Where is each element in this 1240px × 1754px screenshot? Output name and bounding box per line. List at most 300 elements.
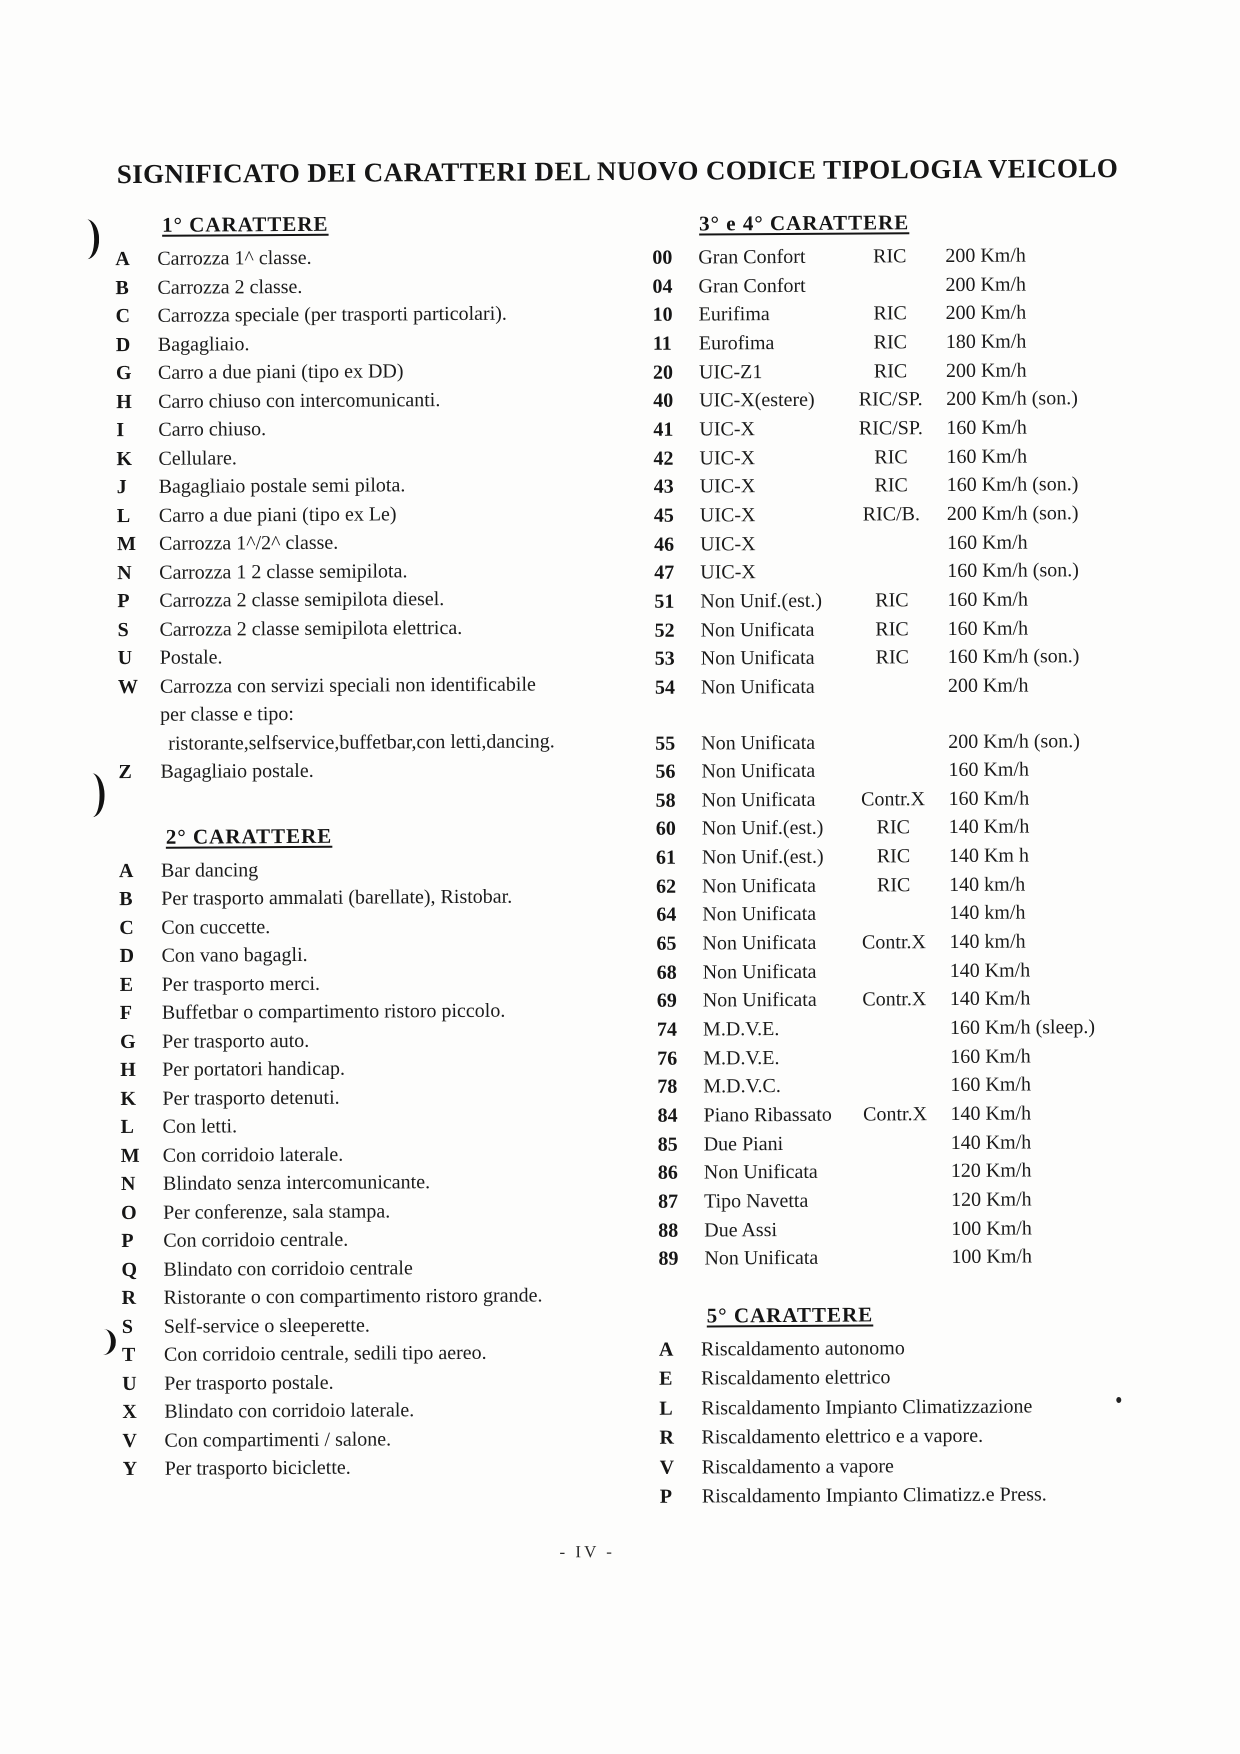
row-regime: RIC xyxy=(875,617,909,640)
table-row xyxy=(654,556,1174,588)
scan-artifact-dot xyxy=(1116,1397,1121,1403)
table-row xyxy=(657,984,1177,1016)
row-regime: Contr.X xyxy=(861,931,926,954)
character-item xyxy=(119,882,597,913)
row-name: Piano Ribassato xyxy=(703,1103,832,1127)
character-code: A xyxy=(118,859,134,882)
character-item xyxy=(119,854,597,885)
character-item xyxy=(659,1391,1179,1424)
row-name: UIC-X xyxy=(699,475,756,498)
character-code: A xyxy=(115,247,130,271)
character-description-text: Blindato con corridoio laterale. xyxy=(164,1399,415,1423)
row-regime xyxy=(848,1215,943,1244)
character-description-text: Postale. xyxy=(159,646,223,669)
character-description-text: Riscaldamento Impianto Climatizz.e Press. xyxy=(701,1483,1047,1508)
character-code: L xyxy=(116,504,131,527)
table-row xyxy=(652,241,1172,273)
character-item xyxy=(116,328,594,359)
scan-artifact-mark xyxy=(102,1329,117,1355)
character-code: J xyxy=(116,476,127,499)
row-regime xyxy=(848,1186,943,1215)
character-item xyxy=(116,385,594,416)
character-item xyxy=(116,299,594,330)
character-description xyxy=(164,1395,600,1426)
wrapped-line: per classe e tipo: xyxy=(160,702,294,726)
row-name: Tipo Navetta xyxy=(703,1189,809,1213)
row-speed: 100 Km/h xyxy=(951,1245,1033,1269)
character-description-text: Carro a due piani (tipo ex DD) xyxy=(157,360,404,384)
scan-artifact-mark xyxy=(90,773,104,817)
character-description-text: Blindato con corridoio centrale xyxy=(163,1256,413,1281)
wrapped-line: ristorante,selfservice,buffetbar,con letti,dancing. xyxy=(168,729,555,755)
row-regime xyxy=(845,756,940,785)
table-row xyxy=(655,755,1175,787)
row-code: 62 xyxy=(656,875,677,898)
character-description xyxy=(157,242,593,273)
table-row xyxy=(657,955,1177,987)
character-code: G xyxy=(115,361,132,385)
character-item xyxy=(119,911,597,942)
character-item xyxy=(115,271,593,302)
row-regime: RIC/SP. xyxy=(858,417,923,440)
character-code: N xyxy=(120,1172,136,1196)
row-speed: 160 Km/h (son.) xyxy=(946,473,1079,497)
row-regime xyxy=(848,1157,943,1186)
character-description-text: Riscaldamento elettrico e a vapore. xyxy=(701,1424,984,1449)
row-speed: 200 Km/h xyxy=(945,244,1026,268)
row-name: UIC-Z1 xyxy=(698,360,763,384)
table-row xyxy=(657,1099,1177,1131)
left-column xyxy=(115,210,601,1483)
row-name: Non Unif.(est.) xyxy=(700,589,823,613)
row-code: 10 xyxy=(652,303,673,327)
row-name: Non Unificata xyxy=(701,759,816,783)
character-item xyxy=(123,1452,601,1483)
character-description xyxy=(161,854,597,885)
character-description-text: Con cuccette. xyxy=(161,915,271,939)
character-description xyxy=(157,271,593,302)
character-description xyxy=(701,1391,1179,1423)
character-item xyxy=(118,755,596,786)
character-item xyxy=(122,1395,600,1426)
character-description-text: Carro chiuso con intercomunicanti. xyxy=(158,388,441,413)
row-regime xyxy=(847,1071,942,1100)
character-code: U xyxy=(117,646,133,670)
character-description-text: Per trasporto detenuti. xyxy=(162,1086,340,1110)
table-row xyxy=(657,1041,1177,1073)
character-description-text: Blindato senza intercomunicante. xyxy=(162,1171,431,1195)
character-code: O xyxy=(121,1201,137,1224)
row-speed: 120 Km/h xyxy=(950,1159,1032,1183)
character-description-text: Buffetbar o compartimento ristoro piccolo. xyxy=(161,999,506,1024)
row-code: 68 xyxy=(656,961,677,984)
character-item xyxy=(116,413,594,444)
character-description xyxy=(162,1025,598,1056)
character-code: Y xyxy=(122,1457,138,1481)
row-name: M.D.V.E. xyxy=(703,1046,780,1070)
table-row xyxy=(658,1156,1178,1188)
row-name: UIC-X xyxy=(699,504,756,527)
row-code: 55 xyxy=(655,732,676,755)
row-name: M.D.V.E. xyxy=(702,1018,780,1041)
row-regime xyxy=(847,957,942,986)
character-description xyxy=(164,1281,600,1312)
row-code: 69 xyxy=(656,990,677,1013)
table-row xyxy=(654,613,1174,645)
character-description xyxy=(164,1424,600,1455)
row-name: Non Unificata xyxy=(702,960,817,984)
row-name: Non Unif.(est.) xyxy=(701,817,824,840)
row-speed: 140 Km/h xyxy=(949,959,1031,982)
row-code: 51 xyxy=(654,590,675,613)
character-description-text: Carro chiuso. xyxy=(158,418,267,441)
row-speed: 160 Km/h xyxy=(947,617,1029,640)
character-description xyxy=(164,1310,600,1341)
row-speed: 160 Km/h (son.) xyxy=(947,559,1079,583)
row-code: 42 xyxy=(653,447,674,470)
character-code: U xyxy=(122,1372,137,1395)
row-code: 40 xyxy=(653,389,674,413)
table-row xyxy=(655,642,1175,674)
row-code: 45 xyxy=(653,504,674,527)
character-item xyxy=(122,1338,600,1369)
row-code: 87 xyxy=(657,1190,679,1213)
character-description-text: Per trasporto biciclette. xyxy=(164,1456,351,1480)
row-regime: Contr.X xyxy=(861,787,926,811)
scan-artifact-mark xyxy=(85,219,99,259)
row-code: 60 xyxy=(655,818,676,841)
row-name: UIC-X(estere) xyxy=(699,389,815,412)
section-heading-3-4: 3° e 4° CARATTERE xyxy=(699,210,910,236)
table-row xyxy=(654,584,1174,616)
character-code: E xyxy=(119,973,134,996)
row-speed: 140 km/h xyxy=(949,930,1026,954)
row-speed: 180 Km/h xyxy=(945,330,1027,353)
page-number: - IV - xyxy=(559,1542,615,1562)
row-regime: RIC xyxy=(873,331,908,354)
character-code: B xyxy=(115,276,129,299)
row-code: 46 xyxy=(653,533,675,556)
character-item xyxy=(119,939,597,970)
row-name: Non Unificata xyxy=(702,931,817,955)
row-name: Non Unificata xyxy=(703,1161,818,1184)
row-regime xyxy=(845,728,940,757)
row-name: Eurifima xyxy=(698,303,770,326)
character-item xyxy=(120,968,598,999)
character-description xyxy=(701,1362,1179,1394)
table-row xyxy=(657,1013,1177,1045)
row-name: M.D.V.C. xyxy=(703,1075,781,1098)
character-description xyxy=(163,1253,599,1284)
character-code: V xyxy=(659,1456,675,1479)
character-description xyxy=(163,1110,599,1141)
table-row xyxy=(657,1070,1177,1102)
row-code: 43 xyxy=(653,475,674,499)
character-code: V xyxy=(122,1429,138,1452)
row-name: Non Unificata xyxy=(704,1247,819,1270)
character-description xyxy=(158,356,594,387)
table-row xyxy=(655,670,1175,702)
table-row xyxy=(658,1127,1178,1159)
row-name: Due Assi xyxy=(704,1218,778,1242)
character-description xyxy=(162,996,598,1027)
character-item xyxy=(116,356,594,387)
character-item xyxy=(659,1362,1179,1395)
character-code: H xyxy=(120,1058,136,1082)
row-name: Eurofima xyxy=(698,332,775,355)
character-description-text: Riscaldamento elettrico xyxy=(701,1366,891,1390)
character-code: Z xyxy=(118,760,132,784)
character-code: P xyxy=(659,1485,673,1508)
table-row xyxy=(653,327,1173,359)
character-code: X xyxy=(122,1400,137,1424)
row-regime xyxy=(845,672,940,701)
row-name: UIC-X xyxy=(699,532,756,556)
table-row xyxy=(656,869,1176,901)
character-description xyxy=(159,584,595,615)
character-item xyxy=(116,442,594,473)
character-code: E xyxy=(659,1368,673,1391)
table-row xyxy=(656,812,1176,844)
row-regime: RIC xyxy=(873,245,907,268)
character-code: S xyxy=(121,1315,134,1338)
character-description xyxy=(164,1367,600,1398)
row-speed: 160 Km/h xyxy=(948,787,1030,810)
row-speed: 160 Km/h xyxy=(946,531,1028,554)
row-regime xyxy=(848,1129,943,1158)
character-code: G xyxy=(120,1030,136,1053)
character-item xyxy=(118,641,596,672)
character-item xyxy=(121,1167,599,1198)
character-item xyxy=(121,1196,599,1227)
row-name: Non Unificata xyxy=(702,989,817,1012)
character-item xyxy=(121,1139,599,1170)
row-regime xyxy=(847,1014,942,1043)
row-regime: RIC/B. xyxy=(862,503,921,526)
character-description-text: Self-service o sleeperette. xyxy=(163,1314,370,1338)
character-code: A xyxy=(658,1338,674,1361)
character-item xyxy=(115,242,593,273)
character-description-text: Bagagliaio postale semi pilota. xyxy=(158,474,406,498)
character-code: D xyxy=(119,944,135,968)
table-row xyxy=(654,499,1174,531)
row-regime xyxy=(842,271,937,300)
row-code: 56 xyxy=(655,760,676,783)
character-description-text: Carrozza 1 2 classe semipilota. xyxy=(159,559,408,584)
character-description xyxy=(159,527,595,558)
character-description xyxy=(163,1224,599,1255)
row-code: 84 xyxy=(657,1104,678,1127)
character-code: L xyxy=(659,1397,673,1420)
character-description-text: Per trasporto auto. xyxy=(161,1029,310,1053)
character-description-text: Carrozza con servizi speciali non identificabile xyxy=(159,673,536,698)
character-code: H xyxy=(116,390,132,413)
row-name: Non Unificata xyxy=(702,903,817,926)
table-row xyxy=(656,898,1176,930)
character-code: K xyxy=(120,1087,137,1110)
character-description xyxy=(163,1167,599,1198)
row-code: 54 xyxy=(654,676,675,699)
table-row xyxy=(654,527,1174,559)
character-code: M xyxy=(116,532,136,556)
row-speed: 200 Km/h (son.) xyxy=(948,729,1080,753)
character-list-1 xyxy=(115,242,596,786)
row-code: 76 xyxy=(657,1047,678,1070)
row-speed: 140 Km/h xyxy=(948,815,1030,839)
row-regime: RIC xyxy=(876,845,911,868)
character-item xyxy=(117,584,595,615)
row-regime: RIC xyxy=(873,359,908,383)
row-code: 20 xyxy=(652,361,674,384)
character-description-text: Riscaldamento Impianto Climatizzazione xyxy=(701,1395,1033,1420)
row-regime xyxy=(846,899,941,928)
character-description xyxy=(163,1139,599,1170)
character-code: D xyxy=(115,333,131,356)
table-row xyxy=(652,269,1172,301)
character-code: F xyxy=(119,1001,133,1025)
character-description xyxy=(162,968,598,999)
character-description-text: Con compartimenti / salone. xyxy=(164,1427,392,1452)
character-description-text: Carrozza 2 classe semipilota diesel. xyxy=(159,588,445,612)
row-speed: 160 Km/h xyxy=(946,416,1027,439)
section-heading-1: 1° CARATTERE xyxy=(162,211,329,237)
row-name: Non Unif.(est.) xyxy=(701,845,824,869)
character-description-text: Bagagliaio postale. xyxy=(160,759,314,783)
row-code: 74 xyxy=(656,1018,678,1041)
character-code: C xyxy=(119,916,134,939)
row-regime: RIC xyxy=(874,445,908,469)
row-code: 04 xyxy=(652,275,673,298)
row-code: 86 xyxy=(657,1161,678,1185)
character-code: S xyxy=(117,618,129,641)
table-row xyxy=(653,355,1173,387)
row-speed: 100 Km/h xyxy=(951,1217,1032,1240)
character-item xyxy=(121,1253,599,1284)
character-description xyxy=(160,641,596,672)
row-speed: 160 Km/h xyxy=(950,1073,1031,1097)
character-description xyxy=(162,1053,598,1084)
row-speed: 140 Km/h xyxy=(950,1102,1032,1126)
character-item xyxy=(659,1421,1179,1454)
row-regime: RIC/SP. xyxy=(858,388,923,411)
character-code: Q xyxy=(121,1258,138,1281)
character-description-text: Carrozza speciale (per trasporti particolari). xyxy=(157,302,507,327)
row-name: Due Piani xyxy=(703,1132,784,1156)
row-speed: 160 Km/h xyxy=(950,1045,1031,1068)
row-code: 41 xyxy=(653,418,674,441)
table-row xyxy=(653,298,1173,330)
row-speed: 200 Km/h xyxy=(945,301,1027,325)
character-description xyxy=(702,1450,1180,1482)
character-description-text: Per trasporto merci. xyxy=(161,972,321,996)
character-code: N xyxy=(117,561,132,584)
table-row xyxy=(653,413,1173,445)
row-speed: 200 Km/h (son.) xyxy=(946,387,1078,411)
row-regime: RIC xyxy=(874,474,908,497)
character-item xyxy=(659,1333,1179,1366)
row-name: UIC-X xyxy=(700,561,756,584)
character-description xyxy=(701,1421,1179,1453)
character-code: T xyxy=(121,1343,136,1367)
row-code: 53 xyxy=(654,647,675,670)
character-description xyxy=(159,556,595,587)
character-item xyxy=(122,1367,600,1398)
table-row xyxy=(655,726,1175,758)
row-code: 88 xyxy=(658,1219,679,1242)
character-description-text: Con corridoio laterale. xyxy=(162,1143,344,1167)
character-item xyxy=(660,1480,1180,1513)
row-speed: 120 Km/h xyxy=(950,1188,1032,1211)
character-code: R xyxy=(121,1286,137,1310)
character-description-text: Per portatori handicap. xyxy=(162,1057,346,1081)
row-code: 65 xyxy=(656,932,677,955)
row-speed: 200 Km/h xyxy=(945,273,1027,296)
character-description xyxy=(158,442,594,473)
character-code: K xyxy=(116,447,133,470)
character-description xyxy=(163,1196,599,1227)
row-speed: 160 Km/h (sleep.) xyxy=(949,1016,1096,1040)
row-speed: 200 Km/h xyxy=(945,359,1027,382)
character-description-text: Riscaldamento autonomo xyxy=(700,1337,905,1361)
character-item xyxy=(117,470,595,501)
character-code: M xyxy=(120,1144,140,1167)
character-description-text: Con corridoio centrale. xyxy=(163,1228,349,1252)
character-code: P xyxy=(121,1229,134,1253)
character-description xyxy=(701,1333,1179,1365)
row-regime xyxy=(848,1243,943,1272)
row-regime: RIC xyxy=(876,874,911,897)
character-description-text: Per trasporto ammalati (barellate), Ristobar. xyxy=(161,885,513,910)
row-regime: Contr.X xyxy=(862,988,927,1011)
row-name: UIC-X xyxy=(699,446,756,470)
row-regime: RIC xyxy=(876,816,911,839)
table-row xyxy=(656,783,1176,815)
character-description-text: Carrozza 2 classe. xyxy=(157,275,303,299)
character-item xyxy=(121,1224,599,1255)
row-speed: 200 Km/h xyxy=(947,674,1029,697)
row-speed: 140 km/h xyxy=(949,873,1026,896)
row-speed: 140 Km h xyxy=(948,844,1030,868)
character-description-text: Ristorante o con compartimento ristoro grande. xyxy=(163,1284,543,1309)
character-description xyxy=(158,328,594,359)
character-description xyxy=(161,882,597,913)
row-regime: RIC xyxy=(875,646,909,669)
row-code: 85 xyxy=(657,1133,678,1156)
row-speed: 160 Km/h xyxy=(947,588,1029,611)
character-description xyxy=(158,385,594,416)
character-code: P xyxy=(117,589,130,613)
character-item xyxy=(120,1082,598,1113)
character-code: W xyxy=(117,675,138,698)
row-code: 11 xyxy=(652,332,672,355)
row-regime: RIC xyxy=(875,589,909,612)
row-speed: 200 Km/h (son.) xyxy=(946,502,1079,525)
table-row xyxy=(658,1213,1178,1245)
row-regime xyxy=(844,557,939,586)
character-description-text: Carrozza 1^/2^ classe. xyxy=(158,531,339,555)
page-title: SIGNIFICATO DEI CARATTERI DEL NUOVO CODICE TIPOLOGIA VEICOLO xyxy=(116,153,1119,190)
character-description xyxy=(159,499,595,530)
table-row xyxy=(658,1185,1178,1217)
table-row xyxy=(658,1242,1178,1274)
character-description xyxy=(158,413,594,444)
character-list-5 xyxy=(659,1333,1180,1513)
character-code: C xyxy=(115,304,131,328)
character-item xyxy=(117,499,595,530)
character-description-text: Per trasporto postale. xyxy=(164,1371,334,1395)
row-speed: 140 km/h xyxy=(949,901,1026,925)
row-code: 58 xyxy=(655,789,676,812)
